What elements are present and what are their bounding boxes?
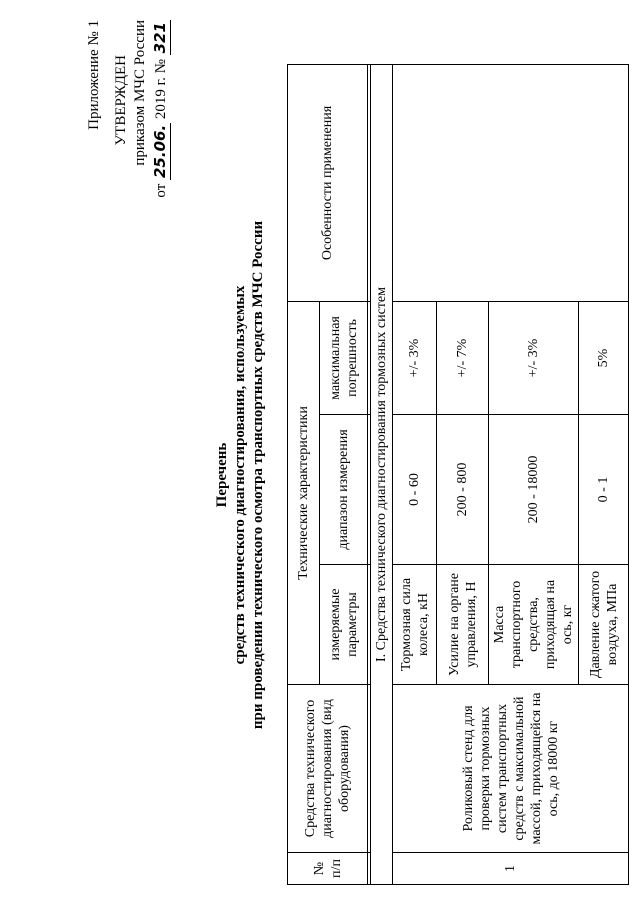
header-features: Особенности применения bbox=[288, 65, 368, 302]
param-range: 200 - 18000 bbox=[489, 415, 579, 565]
appendix-label: Приложение № 1 bbox=[86, 20, 102, 130]
features-cell bbox=[393, 65, 629, 302]
order-by-text: приказом МЧС России bbox=[132, 20, 148, 166]
param-range: 0 - 60 bbox=[393, 415, 437, 565]
param-name: Давление сжатого воздуха, МПа bbox=[579, 565, 629, 685]
handwritten-order-number: 321 bbox=[151, 22, 169, 54]
header-num: № п/п bbox=[288, 853, 368, 885]
param-name: Тормозная сила колеса, кН bbox=[393, 565, 437, 685]
param-error: +/- 3% bbox=[489, 302, 579, 415]
param-error: 5% bbox=[579, 302, 629, 415]
approved-label: УТВЕРЖДЕН bbox=[113, 55, 129, 146]
param-name: Усилие на органе управления, Н bbox=[437, 565, 489, 685]
param-range: 200 - 800 bbox=[437, 415, 489, 565]
header-tech-characteristics: Технические характеристики bbox=[288, 302, 320, 685]
param-name: Масса транспортного средства, приходящая на ось, кг bbox=[489, 565, 579, 685]
year-text: 2019 г. № bbox=[153, 59, 169, 120]
header-params: измеряемые параметры bbox=[320, 565, 368, 685]
header-means: Средства технического диагностирования (вид оборудования) bbox=[288, 685, 368, 853]
param-error: +/- 7% bbox=[437, 302, 489, 415]
document-subtitle-1: средств технического диагностирования, используемых bbox=[232, 285, 248, 665]
param-error: +/- 3% bbox=[393, 302, 437, 415]
handwritten-date: 25.06. bbox=[151, 124, 169, 178]
header-error: максимальная погрешность bbox=[320, 302, 368, 415]
diagnostic-means-table bbox=[287, 64, 629, 885]
order-date-line bbox=[151, 20, 171, 350]
date-prefix: от bbox=[153, 183, 169, 198]
document-subtitle-2: при проведении технического осмотра транспортных средств МЧС России bbox=[250, 220, 266, 730]
document-title: Перечень bbox=[214, 442, 230, 508]
section-title: I. Средства технического диагностирования тормозных систем bbox=[371, 65, 393, 885]
header-range: диапазон измерения bbox=[320, 415, 368, 565]
row-number: 1 bbox=[393, 853, 629, 885]
equipment-name: Роликовый стенд для проверки тормозных систем транспортных средств с максимальной массой, приходящейся на ось, до 18000 кг bbox=[393, 685, 629, 853]
param-range: 0 - 1 bbox=[579, 415, 629, 565]
